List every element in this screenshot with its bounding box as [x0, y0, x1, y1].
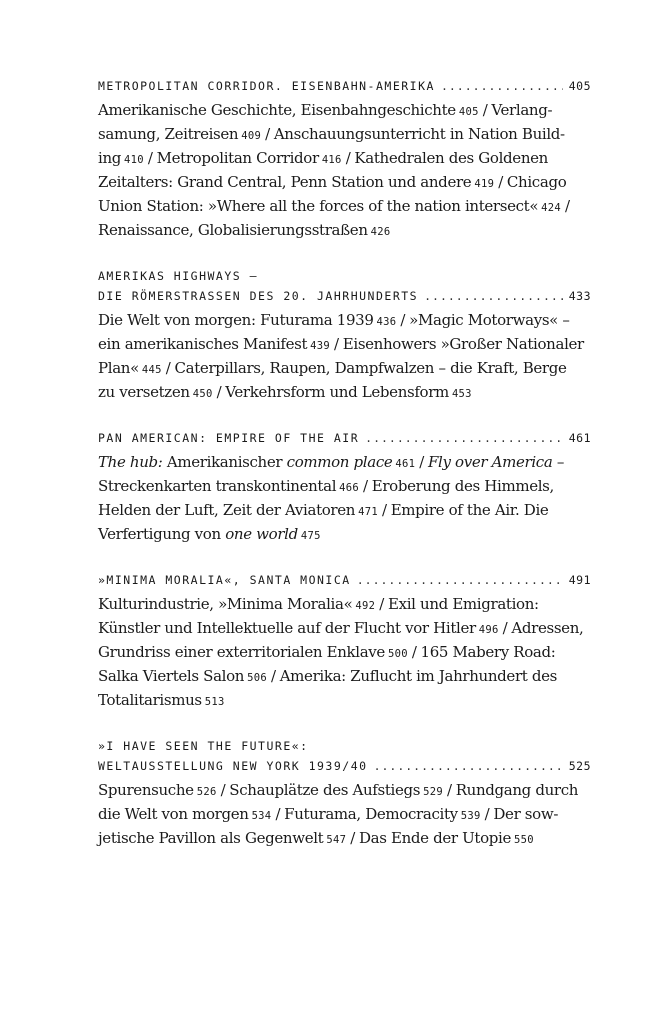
entry-page-number: 439 — [310, 340, 331, 352]
section-page-number: 405 — [568, 79, 591, 93]
entry-text: Der sow- — [493, 805, 559, 823]
entry-page-number: 445 — [141, 364, 162, 376]
section-page-number: 433 — [568, 289, 591, 303]
entry-text: Exil und Emigration: — [388, 595, 539, 613]
entry-text: Streckenkarten transkontinental — [98, 477, 337, 495]
entry-separator: / — [363, 477, 368, 495]
entry-text: Verkehrsform und Lebensform — [225, 383, 449, 401]
section-heading — [98, 266, 591, 286]
entry-page-number: 450 — [192, 388, 213, 400]
entry-separator: / — [484, 805, 490, 823]
entry-text: Anschauungsunterricht in Nation Build- — [273, 125, 565, 143]
entry-text: Künstler und Intellektuelle auf der Flucht vor Hitler — [98, 619, 476, 637]
entry-separator: / — [270, 667, 276, 685]
toc-section — [98, 76, 591, 242]
entry-text: Zeitalters: Grand Central, Penn Station und andere — [98, 173, 472, 191]
entry-text: »Magic Motorways« – — [409, 311, 570, 329]
entry-text: Die Welt von morgen: Futurama 1939 — [98, 311, 374, 329]
contents-line — [98, 98, 591, 122]
entry-separator: / — [345, 149, 351, 167]
section-heading-text: AMERIKAS HIGHWAYS – — [98, 269, 259, 283]
entry-text: Kathedralen des Goldenen — [354, 149, 548, 167]
dot-leader — [365, 428, 563, 448]
table-of-contents — [98, 76, 591, 874]
toc-section — [98, 570, 591, 712]
section-heading-text: »I HAVE SEEN THE FUTURE«: — [98, 739, 309, 753]
entry-page-number: 405 — [458, 106, 479, 118]
section-page-number: 525 — [568, 759, 591, 773]
entry-page-number: 471 — [358, 506, 378, 518]
entry-text: Chicago — [506, 173, 567, 191]
entry-text: Adressen, — [511, 619, 584, 637]
entry-text: – — [552, 453, 564, 471]
entry-separator: / — [419, 453, 424, 471]
contents-line — [98, 498, 591, 522]
dot-leader — [441, 76, 563, 96]
section-heading-text: »MINIMA MORALIA«, SANTA MONICA — [98, 573, 351, 587]
entry-page-number: 419 — [474, 178, 495, 190]
entry-separator: / — [216, 383, 222, 401]
contents-line — [98, 170, 591, 194]
section-heading-text: DIE RÖMERSTRASSEN DES 20. JAHRHUNDERTS — [98, 289, 419, 303]
section-contents — [98, 308, 591, 404]
entry-text: Das Ende der Utopie — [358, 829, 511, 847]
entry-separator: / — [411, 643, 417, 661]
entry-text: Amerikanischer — [162, 453, 287, 471]
entry-page-number: 529 — [423, 786, 443, 798]
entry-separator: / — [446, 781, 452, 799]
entry-text: samung, Zeitreisen — [98, 125, 239, 143]
contents-line — [98, 802, 591, 826]
entry-text: Kulturindustrie, »Minima Moralia« — [98, 595, 353, 613]
entry-page-number: 416 — [321, 154, 342, 166]
entry-page-number: 453 — [451, 388, 472, 400]
toc-section — [98, 428, 591, 546]
entry-separator: / — [482, 101, 488, 119]
contents-line — [98, 194, 591, 218]
entry-text: Amerika: Zuflucht im Jahrhundert des — [279, 667, 557, 685]
entry-page-number: 461 — [395, 458, 416, 470]
entry-page-number: 492 — [355, 600, 376, 612]
entry-text: Metropolitan Corridor — [156, 149, 319, 167]
entry-page-number: 426 — [370, 226, 391, 238]
section-page-number: 491 — [568, 573, 591, 587]
entry-separator: / — [265, 125, 270, 143]
entry-text: Helden der Luft, Zeit der Aviatoren — [98, 501, 356, 519]
entry-text-italic: Fly over America — [428, 453, 553, 471]
entry-page-number: 500 — [387, 648, 408, 660]
section-heading — [98, 756, 591, 776]
entry-separator: / — [565, 197, 570, 215]
entry-separator: / — [502, 619, 508, 637]
entry-text: ein amerikanisches Manifest — [98, 335, 308, 353]
section-heading — [98, 428, 591, 448]
contents-line — [98, 356, 591, 380]
entry-text: Totalitarismus — [98, 691, 202, 709]
section-heading-text: METROPOLITAN CORRIDOR. EISENBAHN-AMERIKA — [98, 79, 435, 93]
entry-text-italic: The hub: — [98, 453, 163, 471]
entry-text: Spurensuche — [98, 781, 194, 799]
contents-line — [98, 474, 591, 498]
entry-text: Schauplätze des Aufstiegs — [229, 781, 421, 799]
section-heading — [98, 570, 591, 590]
entry-text: die Welt von morgen — [98, 805, 249, 823]
contents-line — [98, 308, 591, 332]
entry-page-number: 424 — [541, 202, 562, 214]
contents-line — [98, 664, 591, 688]
entry-text: Rundgang durch — [455, 781, 579, 799]
contents-line — [98, 522, 591, 546]
section-heading-text: WELTAUSSTELLUNG NEW YORK 1939/40 — [98, 759, 368, 773]
entry-text: Renaissance, Globalisierungsstraßen — [98, 221, 368, 239]
section-contents — [98, 778, 591, 850]
section-heading — [98, 286, 591, 306]
contents-line — [98, 826, 591, 850]
entry-text: Caterpillars, Raupen, Dampfwalzen – die Kraft, Berge — [174, 359, 567, 377]
entry-page-number: 436 — [376, 316, 397, 328]
contents-line — [98, 332, 591, 356]
dot-leader — [424, 286, 563, 306]
dot-leader — [357, 570, 563, 590]
entry-separator: / — [381, 501, 387, 519]
entry-page-number: 534 — [251, 810, 272, 822]
entry-separator: / — [400, 311, 406, 329]
entry-page-number: 547 — [326, 834, 347, 846]
contents-line — [98, 218, 591, 242]
section-contents — [98, 450, 591, 546]
entry-page-number: 550 — [513, 834, 534, 846]
entry-page-number: 409 — [241, 130, 262, 142]
entry-separator: / — [334, 335, 339, 353]
entry-text: Union Station: »Where all the forces of the nation intersect« — [98, 197, 539, 215]
entry-text: 165 Mabery Road: — [420, 643, 556, 661]
entry-text: jetische Pavillon als Gegenwelt — [98, 829, 324, 847]
entry-text: Plan« — [98, 359, 139, 377]
entry-separator: / — [275, 805, 281, 823]
contents-line — [98, 122, 591, 146]
entry-page-number: 496 — [478, 624, 499, 636]
entry-text: Futurama, Democracity — [284, 805, 458, 823]
section-contents — [98, 592, 591, 712]
entry-text-italic: one world — [225, 525, 298, 543]
contents-line — [98, 640, 591, 664]
entry-separator: / — [498, 173, 503, 191]
entry-page-number: 410 — [124, 154, 144, 166]
entry-page-number: 513 — [204, 696, 225, 708]
contents-line — [98, 380, 591, 404]
entry-separator: / — [350, 829, 355, 847]
toc-section — [98, 736, 591, 850]
contents-line — [98, 616, 591, 640]
section-heading — [98, 736, 591, 756]
entry-text: zu versetzen — [98, 383, 190, 401]
entry-text: Salka Viertels Salon — [98, 667, 245, 685]
entry-text: Verlang- — [491, 101, 553, 119]
entry-text-italic: common place — [286, 453, 393, 471]
entry-page-number: 539 — [460, 810, 481, 822]
section-heading — [98, 76, 591, 96]
contents-line — [98, 688, 591, 712]
entry-separator: / — [379, 595, 385, 613]
dot-leader — [374, 756, 563, 776]
contents-line — [98, 592, 591, 616]
entry-separator: / — [220, 781, 226, 799]
entry-text: Eroberung des Himmels, — [371, 477, 554, 495]
contents-line — [98, 146, 591, 170]
entry-text: Eisenhowers »Großer Nationaler — [342, 335, 584, 353]
contents-line — [98, 778, 591, 802]
entry-page-number: 466 — [339, 482, 360, 494]
entry-separator: / — [165, 359, 171, 377]
entry-page-number: 506 — [247, 672, 267, 684]
entry-text: Grundriss einer exterritorialen Enklave — [98, 643, 385, 661]
section-page-number: 461 — [568, 431, 591, 445]
entry-page-number: 475 — [300, 530, 321, 542]
entry-text: Amerikanische Geschichte, Eisenbahngeschichte — [98, 101, 456, 119]
entry-separator: / — [147, 149, 153, 167]
entry-text: Verfertigung von — [98, 525, 226, 543]
entry-page-number: 526 — [196, 786, 217, 798]
section-heading-text: PAN AMERICAN: EMPIRE OF THE AIR — [98, 431, 360, 445]
section-contents — [98, 98, 591, 242]
entry-text: ing — [98, 149, 122, 167]
entry-text: Empire of the Air. Die — [390, 501, 549, 519]
contents-line — [98, 450, 591, 474]
toc-section — [98, 266, 591, 404]
